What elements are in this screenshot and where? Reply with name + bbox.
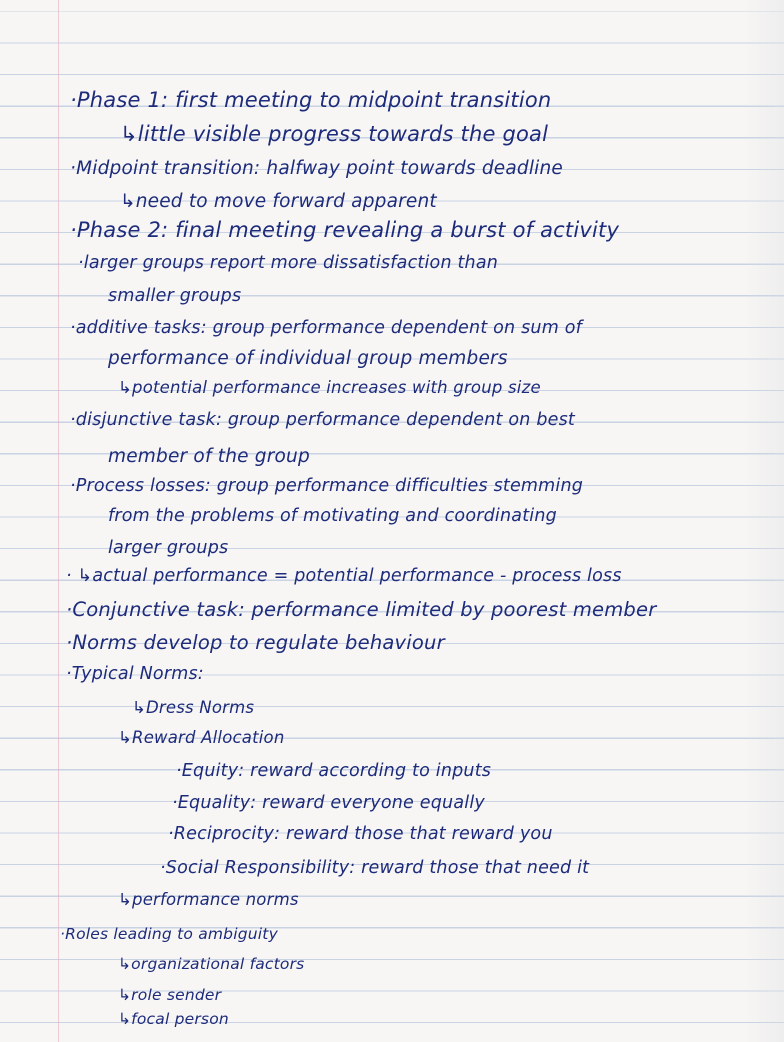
note-line-dress-norms: ↳Dress Norms <box>132 698 255 717</box>
note-line-phase-2: ·Phase 2: final meeting revealing a burst of activity <box>70 218 620 242</box>
note-line-focal-person: ↳focal person <box>118 1010 229 1028</box>
note-line-equality: ·Equality: reward everyone equally <box>172 793 485 813</box>
note-line-typical-norms: ·Typical Norms: <box>66 664 204 684</box>
note-line-little-progress: ↳little visible progress towards the goal <box>120 122 549 146</box>
margin-line <box>58 0 59 1042</box>
note-line-equity: ·Equity: reward according to inputs <box>176 761 492 781</box>
page-shadow <box>744 0 784 1042</box>
note-line-role-sender: ↳role sender <box>118 986 222 1004</box>
note-line-additive-tasks: ·additive tasks: group performance dependent on sum of <box>70 318 582 338</box>
note-line-midpoint-transition: ·Midpoint transition: halfway point towards deadline <box>70 158 564 179</box>
note-line-best-member: member of the group <box>108 446 310 467</box>
note-line-social-responsibility: ·Social Responsibility: reward those that need it <box>160 858 590 878</box>
note-line-phase-1: ·Phase 1: first meeting to midpoint transition <box>70 88 552 112</box>
note-line-reciprocity: ·Reciprocity: reward those that reward you <box>168 824 553 844</box>
note-line-disjunctive-task: ·disjunctive task: group performance dependent on best <box>70 410 575 430</box>
note-line-individual-members: performance of individual group members <box>108 348 508 369</box>
note-line-organizational-factors: ↳organizational factors <box>118 955 305 973</box>
note-line-potential-performance: ↳potential performance increases with group size <box>118 378 541 397</box>
note-line-roles-ambiguity: ·Roles leading to ambiguity <box>60 925 278 943</box>
note-line-process-losses: ·Process losses: group performance difficulties stemming <box>70 476 584 496</box>
note-line-smaller-groups: smaller groups <box>108 286 242 306</box>
note-line-motivating: from the problems of motivating and coordinating <box>108 506 557 526</box>
note-line-larger-groups: ·larger groups report more dissatisfaction than <box>78 253 499 273</box>
note-line-larger-groups-2: larger groups <box>108 538 229 558</box>
note-line-performance-norms: ↳performance norms <box>118 890 299 909</box>
note-line-move-forward: ↳need to move forward apparent <box>120 191 437 212</box>
note-line-reward-allocation: ↳Reward Allocation <box>118 728 285 747</box>
note-line-norms-develop: ·Norms develop to regulate behaviour <box>66 631 445 654</box>
note-line-actual-performance: · ↳actual performance = potential performance - process loss <box>66 566 622 586</box>
note-line-conjunctive-task: ·Conjunctive task: performance limited by poorest member <box>66 598 657 621</box>
